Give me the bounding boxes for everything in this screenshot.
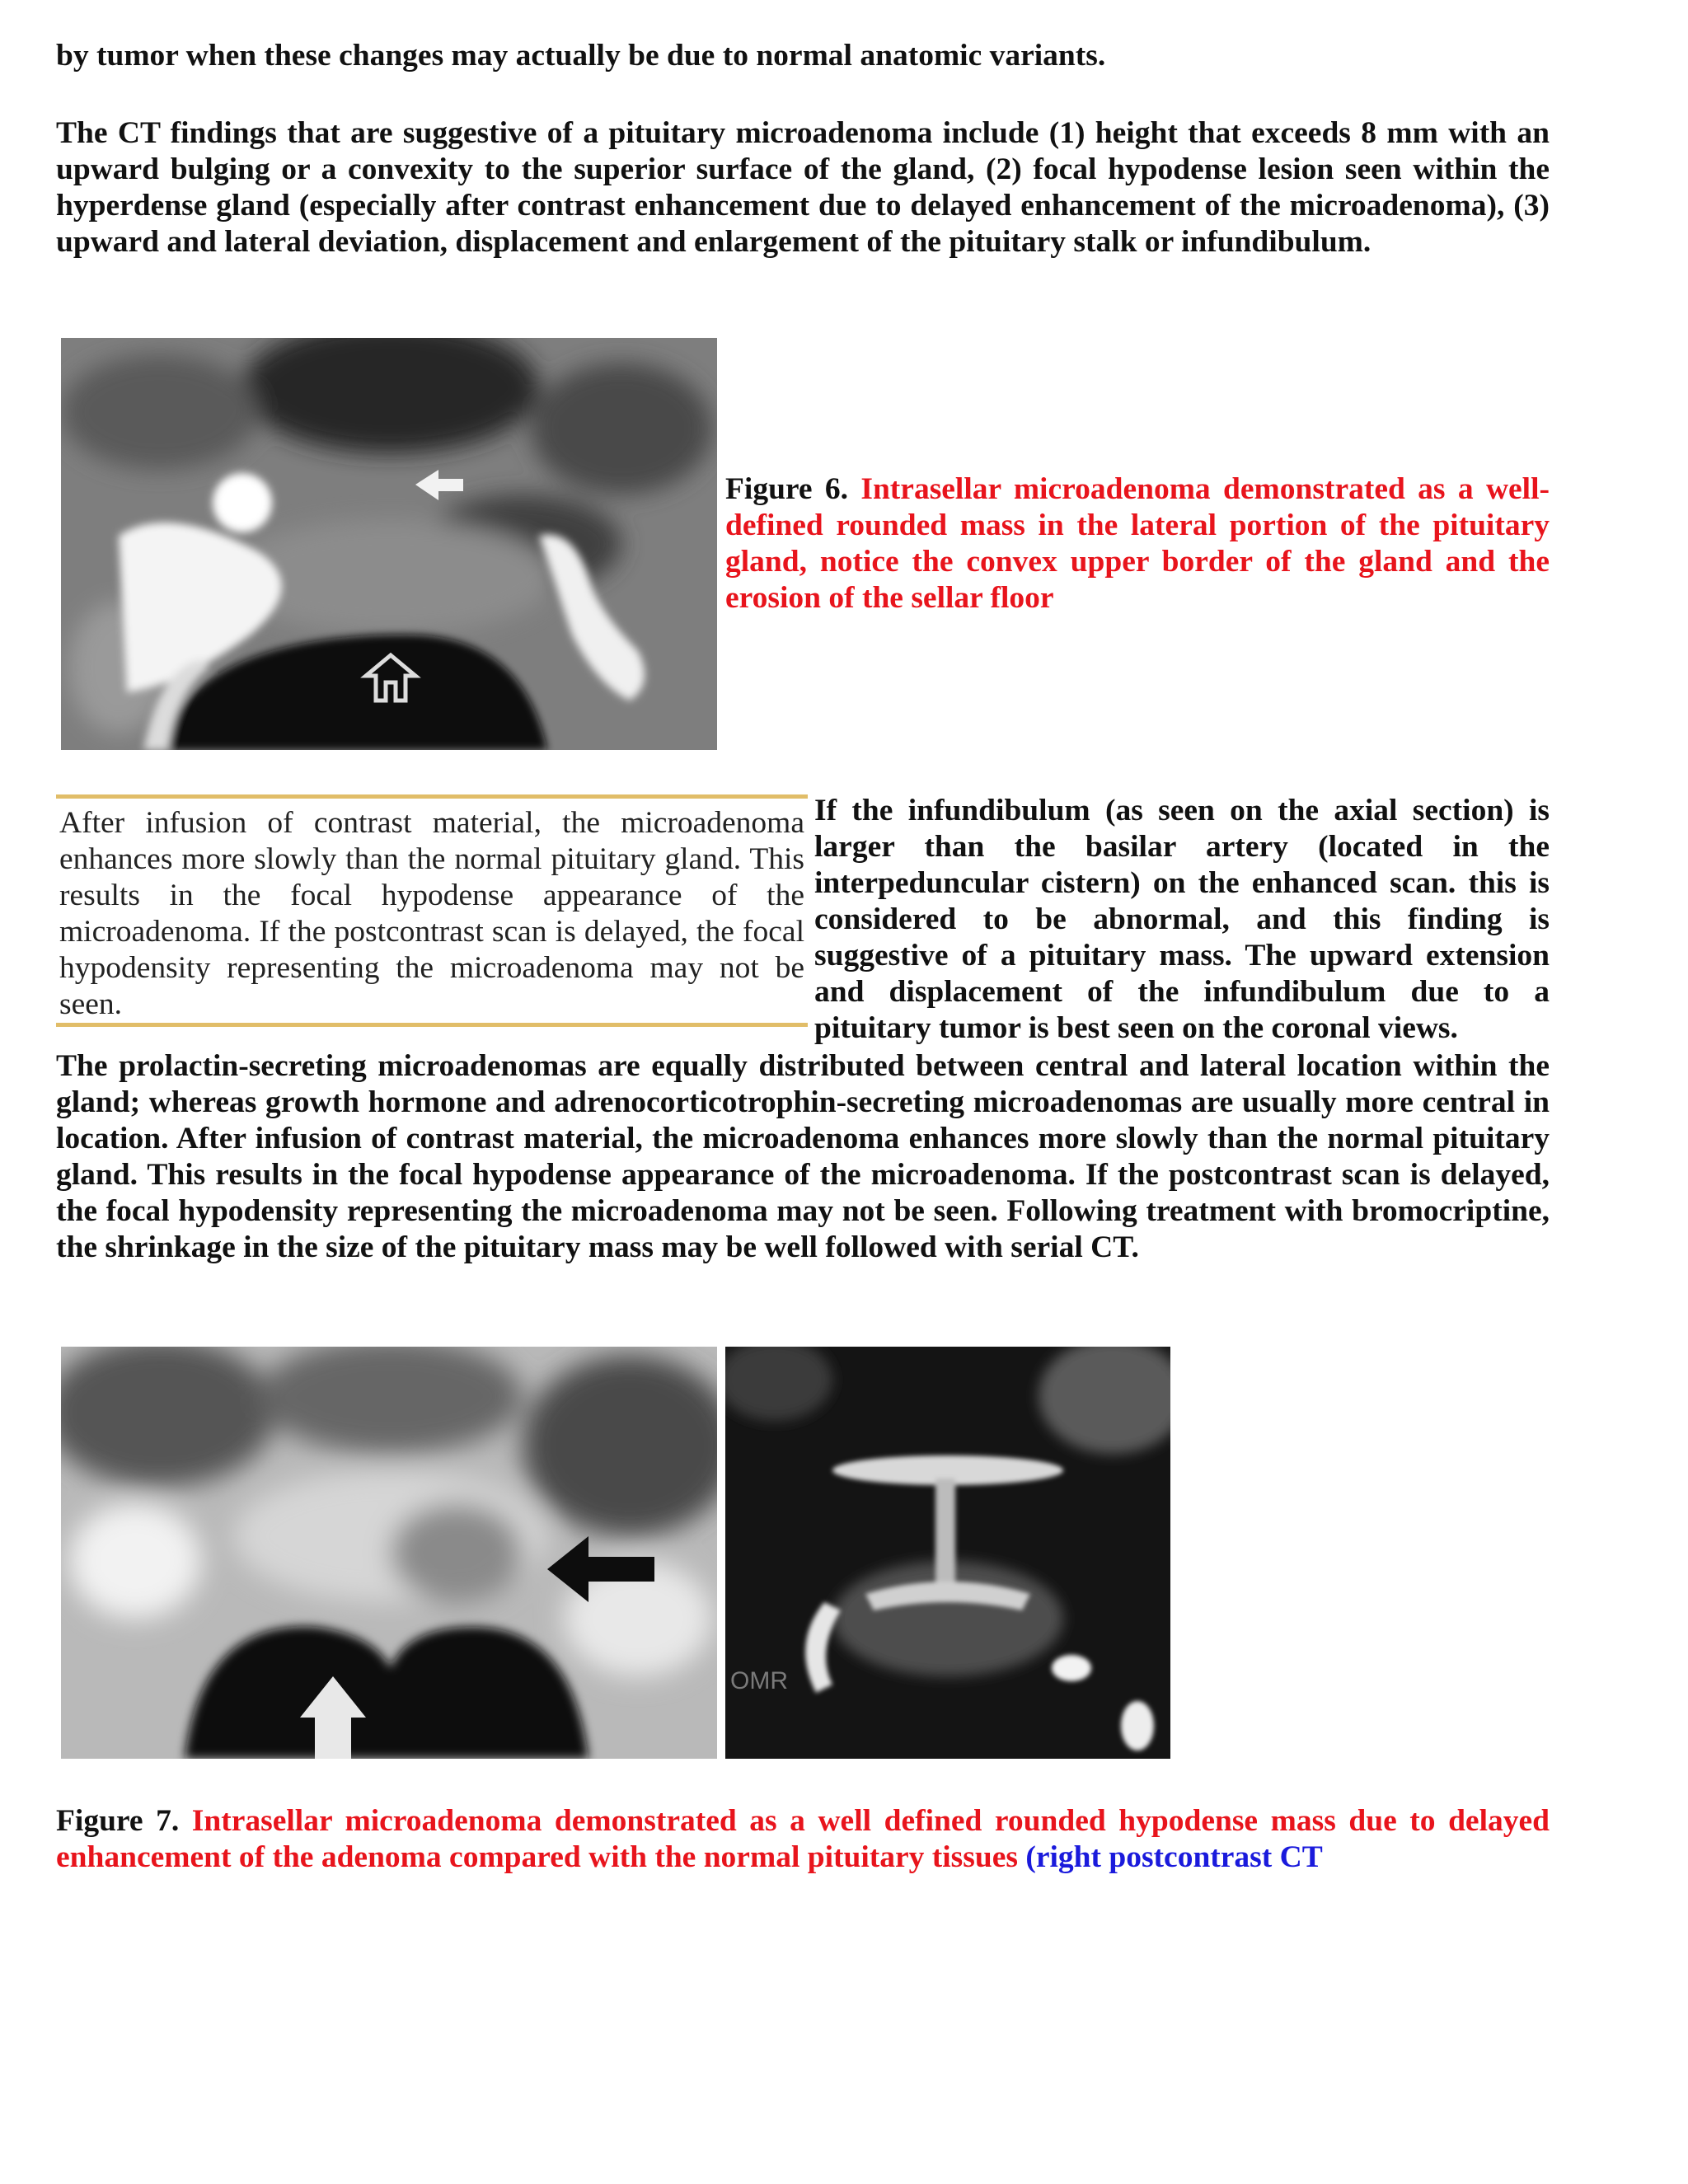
paragraph-ct-findings: The CT findings that are suggestive of a pituitary microadenoma include (1) height that exceeds 8 mm with an upward bulging or a convexity to the superior surface of the gland, (2) focal hypodense lesion seen within the hyperdense gland (especially after contrast enhancement due to delayed enhancement of the microadenoma), (3) upward and lateral deviation, displacement and enlargement of the pituitary stalk or infundibulum. [56,116,1550,259]
figure7-left-ct-scan [61,1347,717,1759]
figure7-text-red: Intrasellar microadenoma demonstrated as a well defined rounded hypodense mass due to delayed enhancement of the adenoma compared with the normal pituitary tissues [56,1804,1550,1874]
figure6-label: Figure 6. [725,472,849,506]
callout-box [56,794,808,1027]
figure7-caption [56,1803,1550,1876]
figure6-ct-image [61,338,717,750]
image-overlay-label: OMR [730,1667,788,1694]
right-column-paragraph: If the infundibulum (as seen on the axial section) is larger than the basilar artery (located in the interpeduncular cistern) on the enhanced scan. this is considered to be abnormal, and this finding is suggestive of a pituitary mass. The upward extension and displacement of the infundibulum due to a pituitary tumor is best seen on the coronal views. [814,794,1550,1045]
callout-text: After infusion of contrast material, the microadenoma enhances more slowly than the normal pituitary gland. This results in the focal hypodense appearance of the microadenoma. If the postcontrast scan is delayed, the focal hypodensity representing the microadenoma may not be seen. [59,806,804,1021]
figure7-label: Figure 7. [56,1804,180,1838]
figure7-left-ct-image [61,1347,717,1759]
figure7-right-ct-image [725,1347,1170,1759]
figure6-caption [725,471,1550,616]
figure6-ct-scan [61,338,717,750]
figure6-text: Intrasellar microadenoma demonstrated as a well-defined rounded mass in the lateral portion of the pituitary gland, notice the convex upper border of the gland and the erosion of the sellar floor [725,472,1550,615]
figure7-text-blue: (right postcontrast CT [1025,1840,1323,1874]
paragraph-prolactin: The prolactin-secreting microadenomas are equally distributed between central and lateral location within the gland; whereas growth hormone and adrenocorticotrophin-secreting microadenomas are usually more central in location. After infusion of contrast material, the microadenoma enhances more slowly than the normal pituitary gland. This results in the focal hypodense appearance of the microadenoma. If the postcontrast scan is delayed, the focal hypodensity representing the microadenoma may not be seen. Following treatment with bromocriptine, the shrinkage in the size of the pituitary mass may be well followed with serial CT. [56,1049,1550,1264]
paragraph-top: by tumor when these changes may actually be due to normal anatomic variants. [56,39,1106,73]
figure7-right-ct-scan [725,1347,1170,1759]
